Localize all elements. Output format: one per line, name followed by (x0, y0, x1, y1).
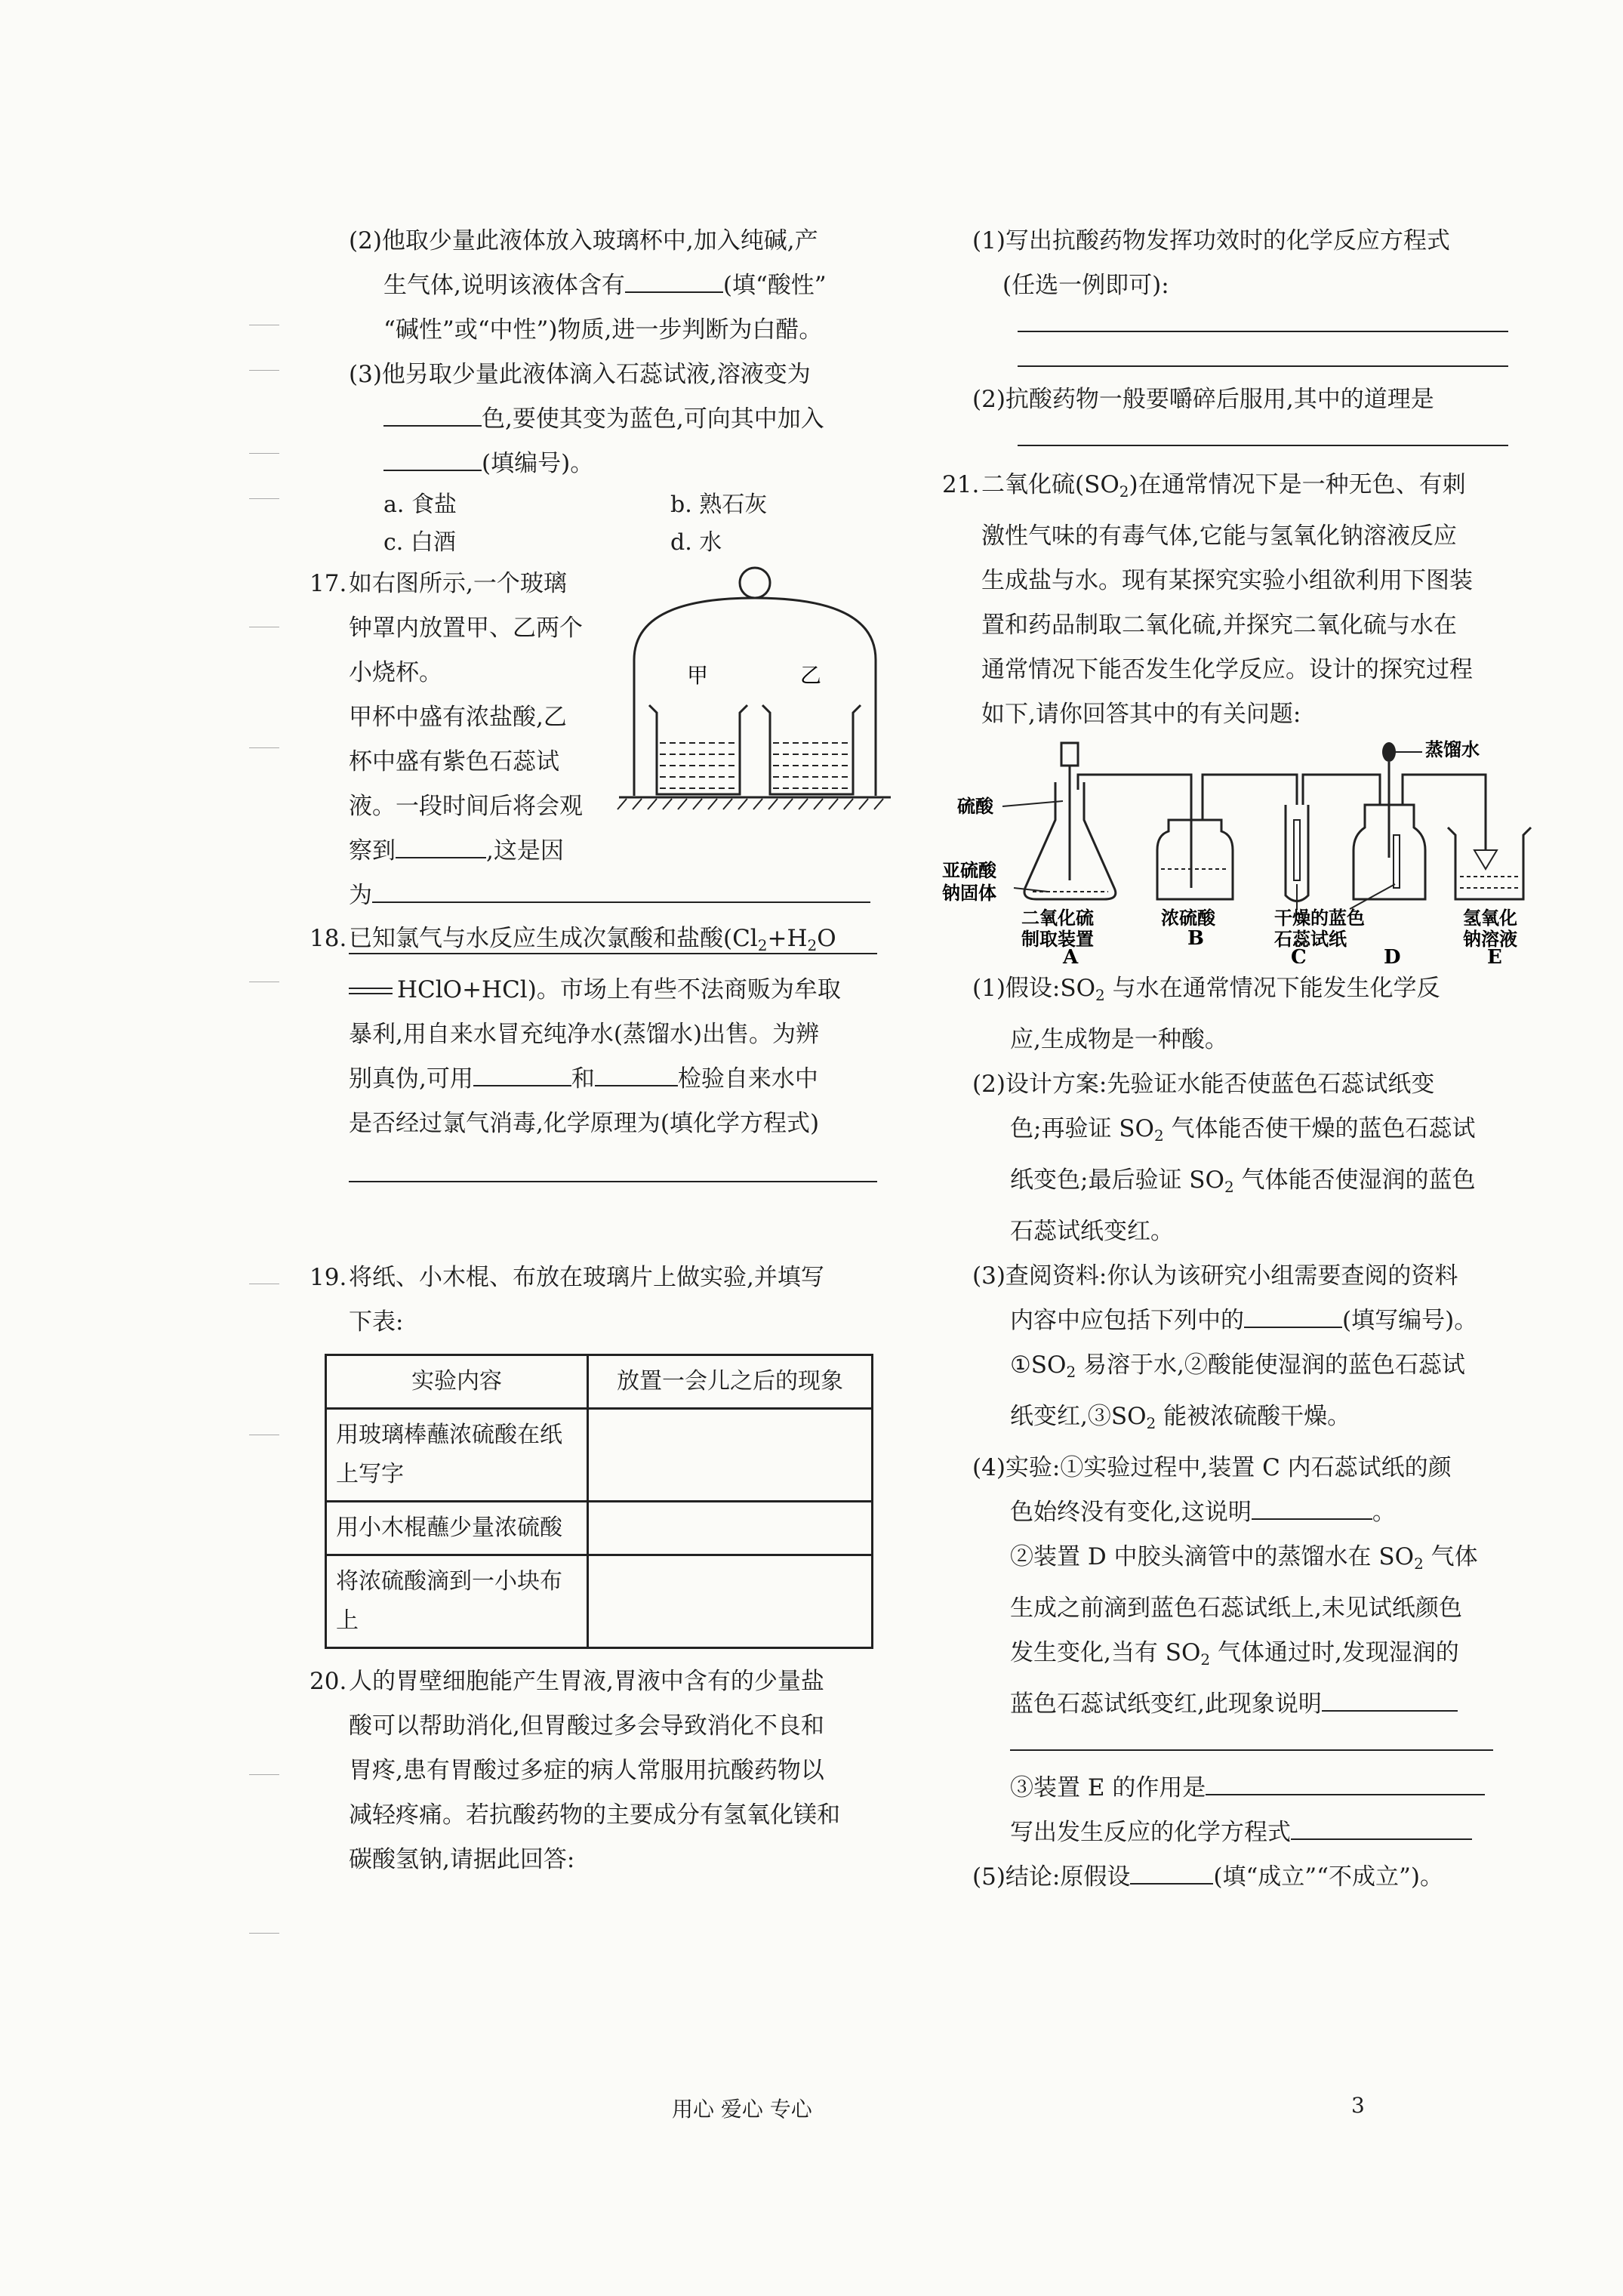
answer-blank[interactable] (383, 401, 482, 427)
label-reagent-2: 钠固体 (942, 882, 996, 904)
answer-line[interactable] (1018, 343, 1508, 367)
answer-blank[interactable] (396, 833, 486, 858)
answer-blank[interactable] (1322, 1686, 1458, 1712)
question-21: 21.二氧化硫$(SO_2)$在通常情况下是一种无色、有刺 激性气味的有毒气体,它能与氢氧化钠溶液反应 生成盐与水。现有某探究实验小组欲利用下图装 置和药品制取二氧化硫,并探究二氧化硫与水在 通常情况下能否发生化学反应。设计的探究过程 如下,请你回答其中的有关问题: (942, 471, 1473, 728)
option-c: c. 白酒 (383, 529, 456, 556)
answer-line[interactable] (1018, 308, 1508, 332)
question-20: 20.人的胃壁细胞能产生胃液,胃液中含有的少量盐 酸可以帮助消化,但胃酸过多会导致消化不良和 胃疼,患有胃酸过多症的病人常服用抗酸药物以 减轻疼痛。若抗酸药物的主要成分有氢氧化镁和 碳酸氢钠,请据此回答: (310, 1668, 840, 1873)
answer-blank[interactable] (625, 267, 723, 293)
answer-blank[interactable] (1291, 1814, 1472, 1840)
label-jia: 甲 (687, 663, 709, 688)
answer-blank[interactable] (1206, 1770, 1485, 1795)
answer-blank[interactable] (1252, 1494, 1372, 1520)
answer-cell[interactable] (588, 1502, 873, 1555)
question-21-part-2: (2)设计方案:先验证水能否使蓝色石蕊试纸变 色;再验证 $SO_2$ 气体能否使干燥的蓝色石蕊试 纸变色;最后验证 $SO_2$ 气体能否使湿润的蓝色 石蕊试纸变红。 (972, 1071, 1476, 1245)
label-water: 蒸馏水 (1425, 738, 1480, 760)
table-header: 实验内容 (326, 1355, 588, 1409)
svg-text:钠溶液: 钠溶液 (1463, 928, 1517, 950)
table-row: 用小木棍蘸少量浓硫酸 (326, 1502, 873, 1555)
question-16-part-2: (2)他取少量此液体放入玻璃杯中,加入纯碱,产 生气体,说明该液体含有 (填“酸性” “碱性”或“中性”)物质,进一步判断为白醋。 (349, 227, 827, 344)
svg-text:干燥的蓝色: 干燥的蓝色 (1274, 907, 1365, 929)
option-a: a. 食盐 (383, 492, 457, 518)
answer-cell[interactable] (588, 1409, 873, 1502)
answer-line[interactable] (349, 1151, 877, 1182)
label-E: E (1487, 946, 1502, 963)
so2-apparatus-figure (942, 737, 1538, 963)
answer-blank[interactable] (1244, 1302, 1342, 1328)
label-A: A (1063, 946, 1079, 963)
right-column (942, 219, 1531, 1900)
bell-jar-figure (611, 547, 906, 834)
label-C: C (1291, 946, 1307, 963)
answer-line[interactable] (1018, 422, 1508, 446)
question-20-part-2: (2)抗酸药物一般要嚼碎后服用,其中的道理是 (972, 378, 1531, 446)
answer-cell[interactable] (588, 1555, 873, 1648)
answer-blank[interactable] (473, 1061, 571, 1086)
svg-text:石蕊试纸: 石蕊试纸 (1274, 928, 1347, 950)
option-b: b. 熟石灰 (670, 492, 768, 518)
table-row: 用玻璃棒蘸浓硫酸在纸上写字 (326, 1409, 873, 1502)
question-21-part-1: (1)假设$:SO_2$ 与水在通常情况下能发生化学反 应,生成物是一种酸。 (972, 975, 1440, 1053)
answer-blank[interactable] (1130, 1859, 1213, 1885)
svg-text:制取装置: 制取装置 (1021, 928, 1094, 950)
question-21-part-3: (3)查阅资料:你认为该研究小组需要查阅的资料 内容中应包括下列中的 (填写编号)。 $①SO_2$ 易溶于水,②酸能使湿润的蓝色石蕊试 纸变红$,③SO_2$ 能被浓硫酸干燥。 (972, 1262, 1478, 1432)
question-20-part-1: (1)写出抗酸药物发挥功效时的化学反应方程式 (任选一例即可): (972, 219, 1531, 367)
answer-blank[interactable] (383, 445, 482, 471)
question-16-part-3: (3)他另取少量此液体滴入石蕊试液,溶液变为 色,要使其变为蓝色,可向其中加入 (填编号)。 (349, 361, 824, 477)
question-19: 19.将纸、小木棍、布放在玻璃片上做实验,并填写 下表: 实验内容 放置一会儿之后的现象 用玻璃棒蘸浓硫酸在纸上写字 用小木棍蘸少量浓硫酸 将浓硫酸滴到一小块布上 (310, 1256, 898, 1649)
answer-blank[interactable] (372, 877, 870, 903)
question-21-part-5: (5)结论:原假设 (填“成立”“不成立”)。 (972, 1855, 1531, 1900)
table-row: 将浓硫酸滴到一小块布上 (326, 1555, 873, 1648)
left-column (310, 219, 898, 1882)
label-reagent-1: 亚硫酸 (942, 859, 996, 881)
question-17: 17.如右图所示,一个玻璃 钟罩内放置甲、乙两个 小烧杯。 甲杯中盛有浓盐酸,乙 杯中盛有紫色石蕊试 液。一段时间后将会观 察到 ,这是因 为 甲 乙 (310, 562, 898, 917)
question-21-part-4: (4)实验:①实验过程中,装置 C 内石蕊试纸的颜 色始终没有变化,这说明 。 ②装置 D 中胶头滴管中的蒸馏水在 $SO_2$ 气体 生成之前滴到蓝色石蕊试纸上,未见试纸颜色 发生变化,当有 $SO_2$ 气体通过时,发现湿润的 蓝色石蕊试纸变红,此现象说明 ③装置 E 的作用是 写出发生反应的化学方程式 (972, 1446, 1531, 1855)
question-18: 18.已知氯气与水反应生成次氯酸和盐酸($Cl_2+H_2O$ HClO+HCl)。市场上有些不法商贩为牟取 暴利,用自来水冒充纯净水(蒸馏水)出售。为辨 别真伪,可用 和 检验自来水中 是否经过氯气消毒,化学原理为(填化学方程式) (310, 917, 898, 1182)
svg-text:浓硫酸: 浓硫酸 (1161, 907, 1215, 929)
svg-text:氢氧化: 氢氧化 (1463, 907, 1517, 929)
experiment-table (325, 1354, 873, 1649)
option-d: d. 水 (670, 529, 722, 556)
answer-line[interactable] (1010, 1727, 1493, 1751)
footer-slogan: 用心 爱心 专心 (672, 2097, 812, 2122)
label-yi: 乙 (800, 663, 822, 688)
table-header: 放置一会儿之后的现象 (588, 1355, 873, 1409)
label-D: D (1384, 946, 1401, 963)
page-number: 3 (1351, 2093, 1365, 2118)
label-acid: 硫酸 (957, 795, 993, 817)
svg-text:二氧化硫: 二氧化硫 (1021, 907, 1094, 929)
answer-blank[interactable] (595, 1061, 678, 1086)
label-B: B (1187, 927, 1204, 950)
equals-sign (349, 988, 393, 994)
